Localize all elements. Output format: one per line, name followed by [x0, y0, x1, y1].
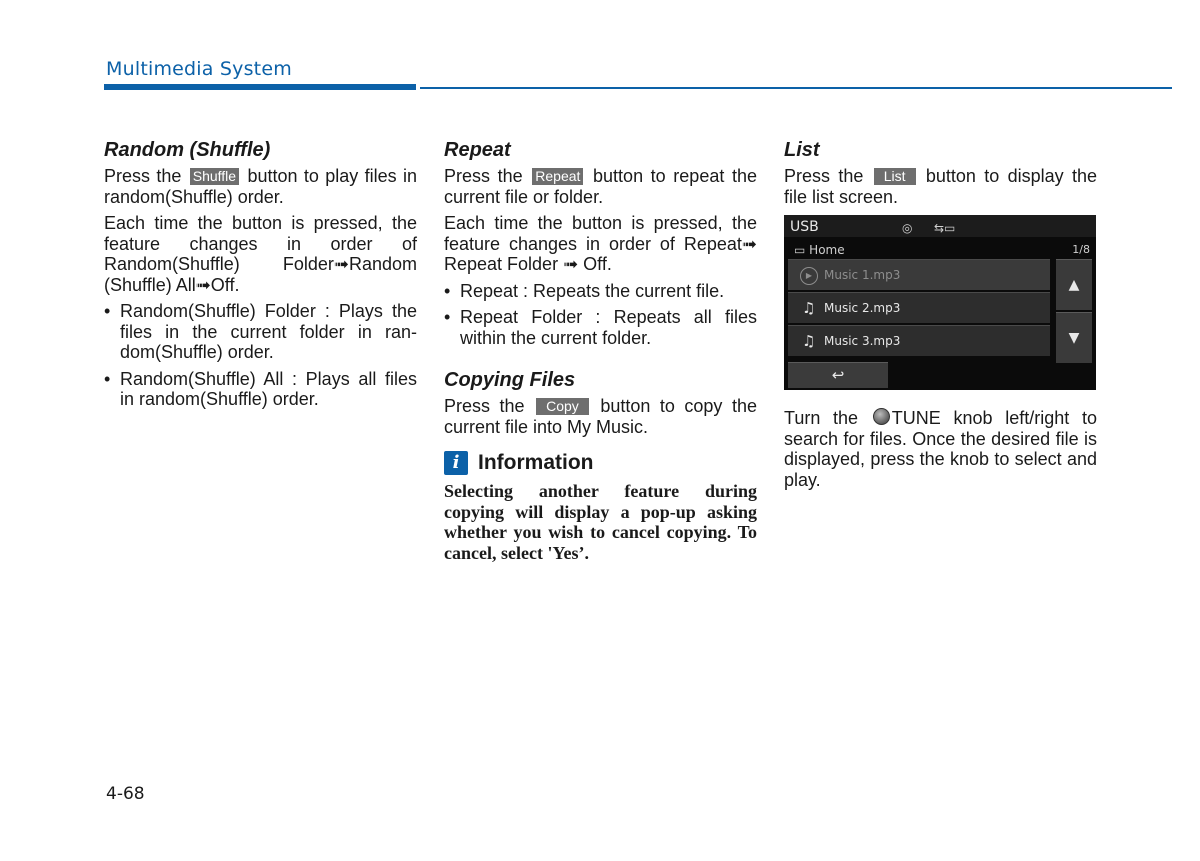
- copying-heading: Copying Files: [444, 369, 576, 391]
- header-rule-thin: [420, 87, 1172, 89]
- back-button[interactable]: [788, 362, 888, 388]
- triangle-down-icon: ▼: [1068, 330, 1080, 346]
- list-item: • Repeat : Repeats the current file.: [444, 281, 757, 302]
- list-paragraph-1: Press the List button to display the file list screen.: [784, 166, 1097, 207]
- triangle-up-icon: ▲: [1068, 277, 1080, 293]
- column-shuffle: [104, 138, 417, 416]
- shuffle-heading: Random (Shuffle): [104, 139, 271, 161]
- back-arrow-icon: ↩: [831, 366, 845, 384]
- shuffle-button-chip: Shuffle: [190, 168, 239, 185]
- header-rule-thick: [104, 84, 416, 90]
- repeat-button-chip: Repeat: [532, 168, 583, 185]
- column-list: [784, 138, 1097, 496]
- information-header: [444, 451, 757, 475]
- shuffle-paragraph-1: Press the Shuffle button to play files in random(Shuffle) order.: [104, 166, 417, 207]
- screen-status-bar: [784, 215, 1096, 237]
- list-paragraph-2: Turn the TUNE knob left/right to search for files. Once the desired file is displayed, press the knob to select and play.: [784, 408, 1097, 490]
- list-item: • Random(Shuffle) Folder : Plays the files in the current folder in ran-dom(Shuffle) order.: [104, 301, 417, 363]
- section-title: Multimedia System: [106, 58, 292, 80]
- list-button-chip: List: [874, 168, 916, 185]
- usb-icon: ⇆▭: [934, 221, 956, 235]
- repeat-bullets: [444, 281, 757, 349]
- copy-button-chip: Copy: [536, 398, 589, 415]
- information-title: Information: [478, 450, 594, 474]
- list-item: • Random(Shuffle) All : Plays all files in random(Shuffle) order.: [104, 369, 417, 410]
- shuffle-bullets: [104, 301, 417, 410]
- page-indicator: 1/8: [1072, 243, 1090, 256]
- info-icon: i: [444, 451, 468, 475]
- copying-paragraph: Press the Copy button to copy the current file into My Music.: [444, 396, 757, 437]
- page-number: 4-68: [106, 784, 145, 804]
- music-note-icon: ♫: [802, 299, 816, 317]
- music-note-icon: ♫: [802, 332, 816, 350]
- disc-icon: ◎: [902, 221, 913, 235]
- folder-path: ▭ Home: [794, 243, 845, 257]
- play-circle-icon: ▶: [800, 267, 818, 285]
- tune-knob-icon: [873, 408, 890, 425]
- repeat-heading: Repeat: [444, 139, 511, 161]
- scroll-down-button[interactable]: [1056, 312, 1092, 363]
- repeat-paragraph-2: Each time the button is pressed, the feature changes in order of Repeat➟ Repeat Folder ➟ Off.: [444, 213, 757, 274]
- file-row[interactable]: ♫ Music 2.mp3: [788, 292, 1050, 323]
- list-heading: List: [784, 139, 820, 161]
- file-row[interactable]: ♫ Music 3.mp3: [788, 325, 1050, 356]
- shuffle-paragraph-2: Each time the button is pressed, the feature changes in order of Random(Shuffle) Folder➟Random (Shuffle) All➟Off.: [104, 213, 417, 295]
- list-item: • Repeat Folder : Repeats all files within the current folder.: [444, 307, 757, 348]
- column-repeat: [444, 138, 757, 563]
- file-list-screen: [784, 215, 1096, 390]
- file-row[interactable]: ▶ Music 1.mp3: [788, 259, 1050, 290]
- scroll-up-button[interactable]: [1056, 259, 1092, 310]
- source-label: USB: [790, 219, 819, 235]
- information-text: Selecting another feature during copying will display a pop-up asking whether you wish to cancel copying. To cancel, select 'Yes’.: [444, 481, 757, 563]
- folder-icon: ▭: [794, 243, 806, 257]
- repeat-paragraph-1: Press the Repeat button to repeat the current file or folder.: [444, 166, 757, 207]
